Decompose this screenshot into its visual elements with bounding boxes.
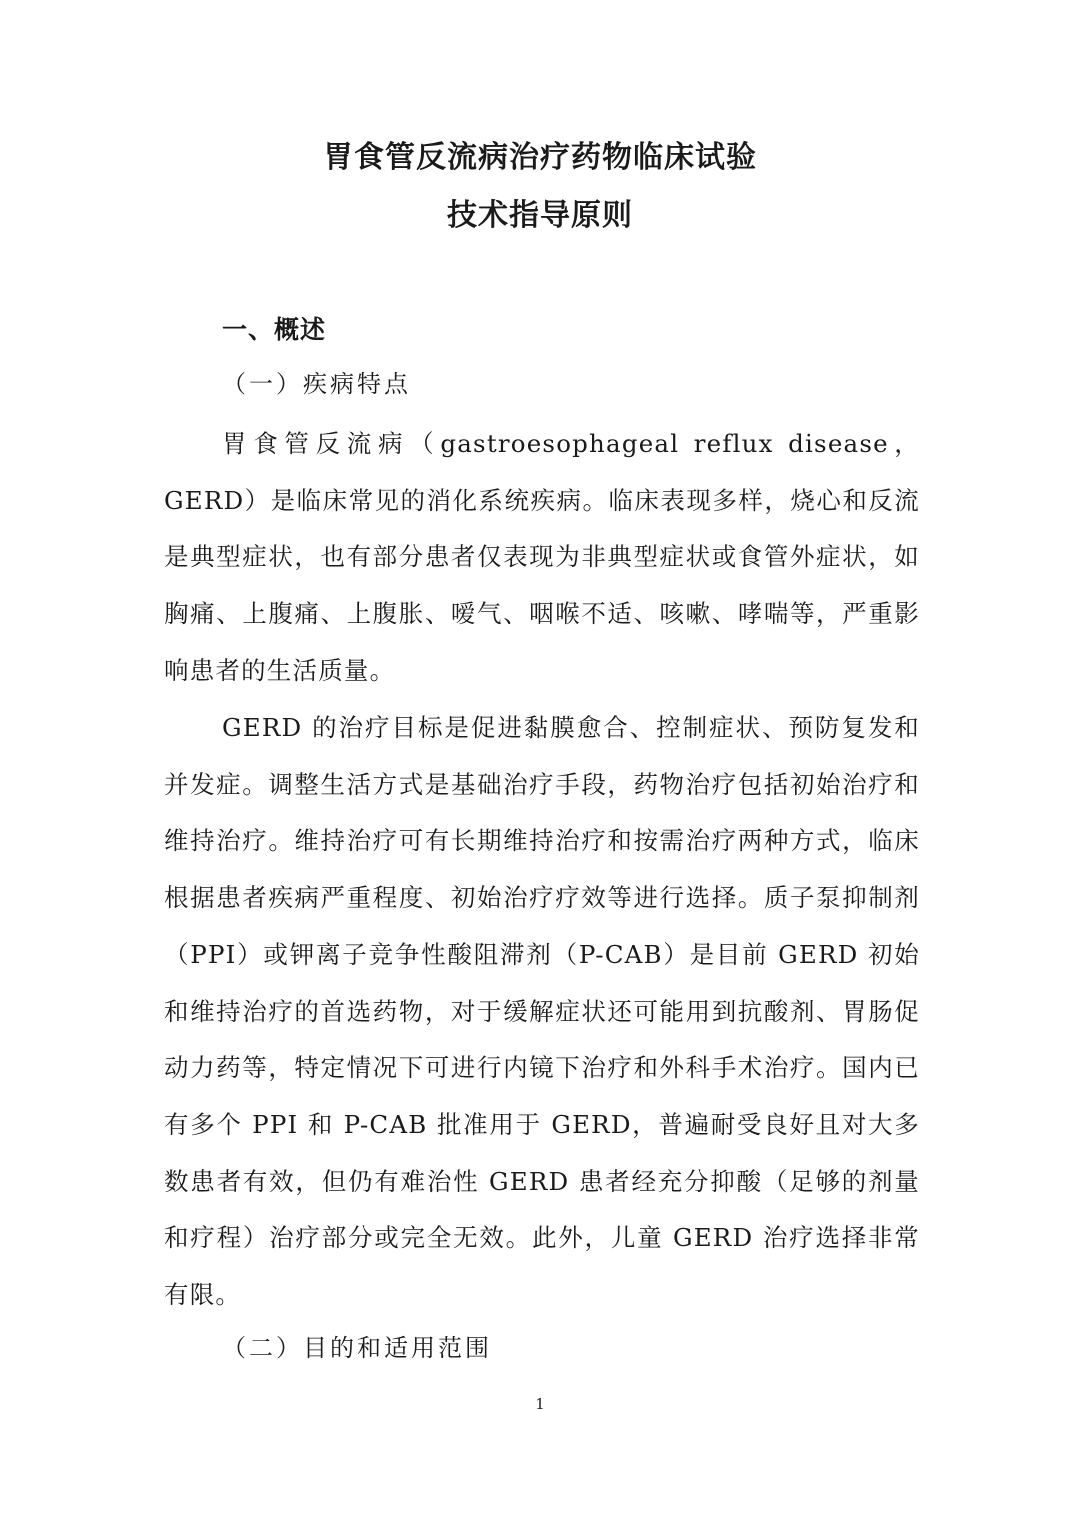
document-title-line1: 胃食管反流病治疗药物临床试验 [323, 140, 757, 175]
page-number: 1 [535, 1395, 545, 1413]
paragraph-disease-description: 胃食管反流病（gastroesophageal reflux disease，GERD）是临床常见的消化系统疾病。临床表现多样，烧心和反流是典型症状，也有部分患者仅表现为非典型症状或食管外症状，如胸痛、上腹痛、上腹胀、嗳气、咽喉不适、咳嗽、哮喘等，严重影响患者的生活质量。 [164, 429, 920, 685]
subsection-heading-disease-features: （一）疾病特点 [222, 370, 411, 398]
section-heading-overview: 一、概述 [222, 315, 327, 344]
document-title-line2: 技术指导原则 [447, 198, 633, 233]
paragraph-treatment-goals: GERD 的治疗目标是促进黏膜愈合、控制症状、预防复发和并发症。调整生活方式是基础治疗手段，药物治疗包括初始治疗和维持治疗。维持治疗可有长期维持治疗和按需治疗两种方式，临床根据患者疾病严重程度、初始治疗疗效等进行选择。质子泵抑制剂（PPI）或钾离子竞争性酸阻滞剂（P-CAB）是目前 GERD 初始和维持治疗的首选药物，对于缓解症状还可能用到抗酸剂、胃肠促动力药等，特定情况下可进行内镜下治疗和外科手术治疗。国内已有多个 PPI 和 P-CAB 批准用于 GERD，普遍耐受良好且对大多数患者有效，但仍有难治性 GERD 患者经充分抑酸（足够的剂量和疗程）治疗部分或完全无效。此外，儿童 GERD 治疗选择非常有限。 [164, 713, 920, 1310]
subsection-heading-purpose-scope: （二）目的和适用范围 [222, 1334, 492, 1362]
